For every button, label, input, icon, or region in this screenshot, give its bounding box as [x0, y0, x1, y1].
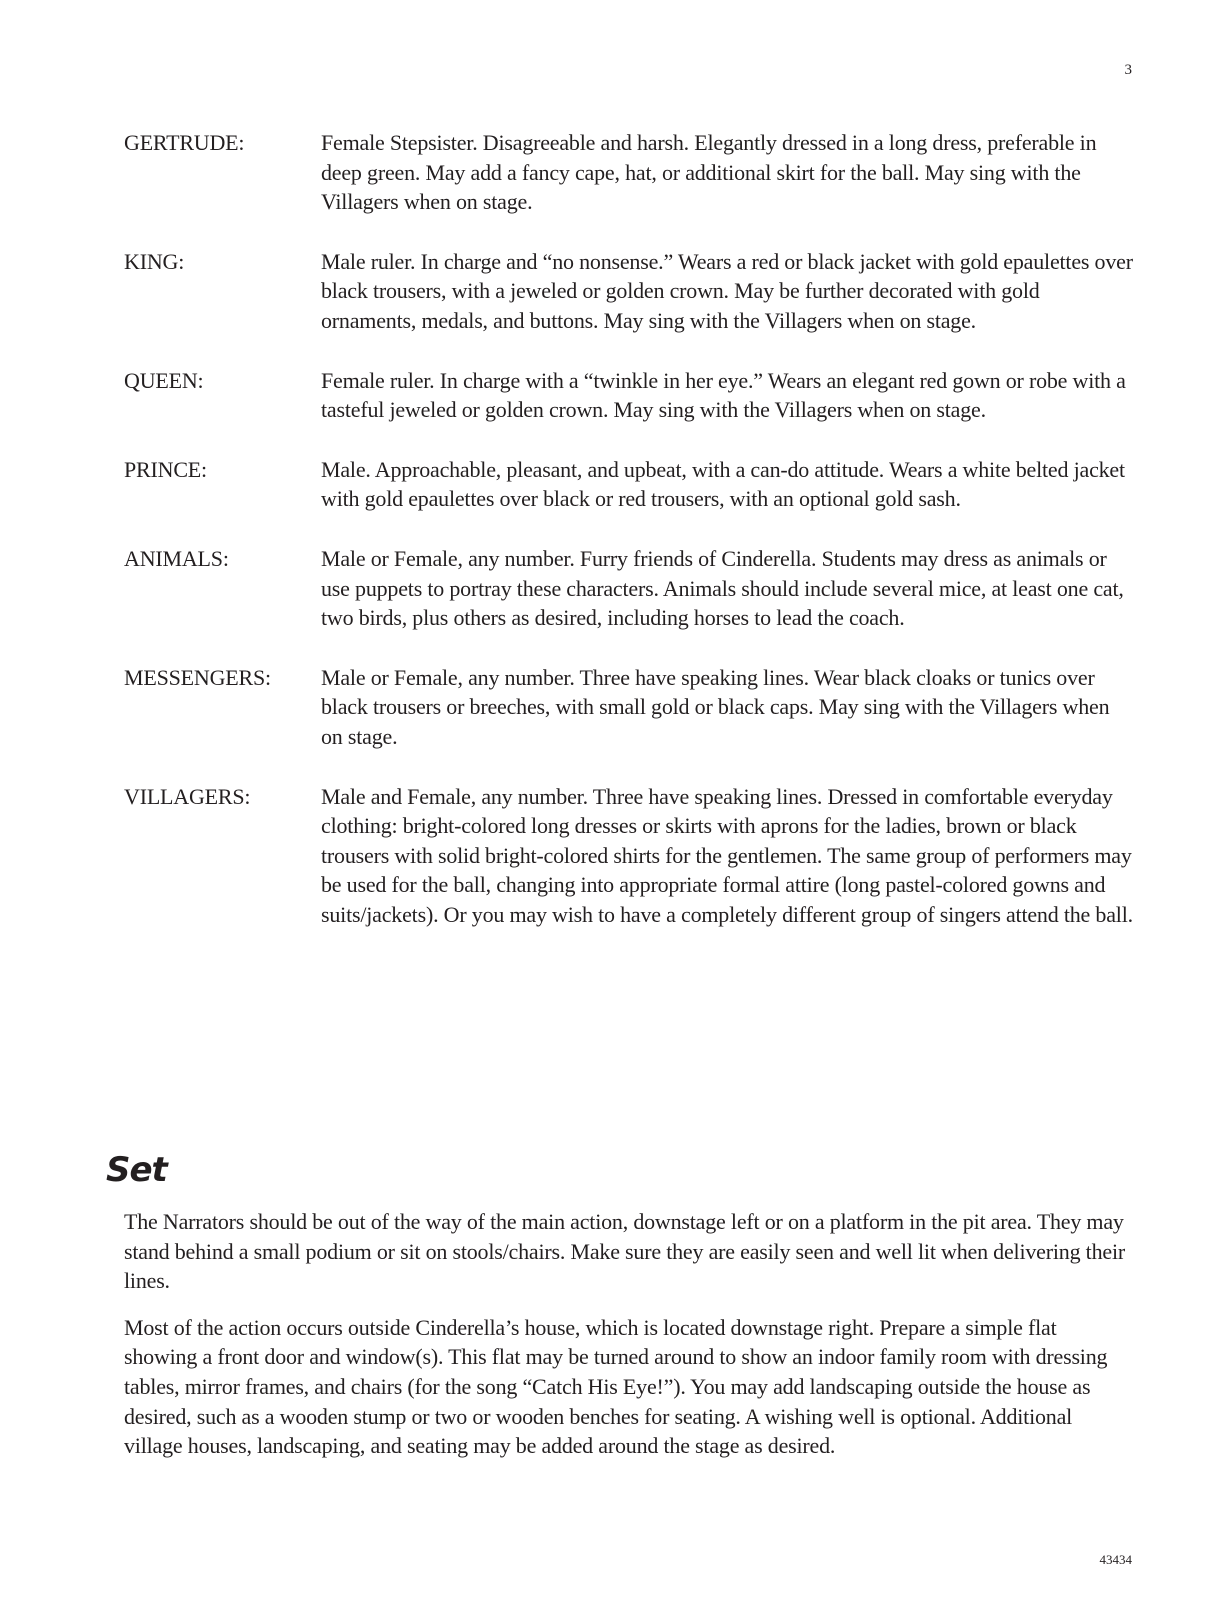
cast-entry-prince [124, 455, 1134, 514]
cast-entry-messengers [124, 663, 1134, 752]
set-paragraph: Most of the action occurs outside Cinderella’s house, which is located downstage right. Prepare a simple flat showing a front door and window(s). This flat may be turned around to show an indoor family room with dressing tables, mirror frames, and chairs (for the song “Catch His Eye!”). You may add landscaping outside the house as desired, such as a wooden stump or two or wooden benches for seating. A wishing well is optional. Additional village houses, landscaping, and seating may be added around the stage as desired. [124, 1314, 1108, 1459]
cast-list [124, 128, 1134, 959]
cast-name: PRINCE: [124, 456, 207, 482]
set-heading: Set [106, 1150, 167, 1190]
cast-entry-gertrude [124, 128, 1134, 217]
catalog-number: 43434 [1099, 1552, 1132, 1567]
cast-description: Female Stepsister. Disagreeable and harsh. Elegantly dressed in a long dress, preferable in deep green. May add a fancy cape, hat, or additional skirt for the ball. May sing with the Villagers when on stage. [321, 130, 1097, 215]
cast-name: KING: [124, 248, 185, 274]
cast-description: Male or Female, any number. Three have speaking lines. Wear black cloaks or tunics over black trousers or breeches, with small gold or black caps. May sing with the Villagers when on stage. [321, 664, 1110, 749]
cast-description: Female ruler. In charge with a “twinkle in her eye.” Wears an elegant red gown or robe with a tasteful jeweled or golden crown. May sing with the Villagers when on stage. [321, 367, 1126, 423]
set-body [124, 1207, 1134, 1478]
cast-description: Male ruler. In charge and “no nonsense.” Wears a red or black jacket with gold epaulettes over black trousers, with a jeweled or golden crown. May be further decorated with gold ornaments, medals, and buttons. May sing with the Villagers when on stage. [321, 248, 1133, 333]
cast-description: Male or Female, any number. Furry friends of Cinderella. Students may dress as animals or use puppets to portray these characters. Animals should include several mice, at least one cat, two birds, plus others as desired, including horses to lead the coach. [321, 545, 1124, 631]
cast-entry-animals [124, 544, 1134, 633]
cast-description: Male and Female, any number. Three have speaking lines. Dressed in comfortable everyday clothing: bright-colored long dresses or skirts with aprons for the ladies, brown or black trousers with solid bright-colored shirts for the gentlemen. The same group of performers may be used for the ball, changing into appropriate formal attire (long pastel-colored gowns and suits/jackets). Or you may wish to have a completely different group of singers attend the ball. [321, 783, 1133, 927]
cast-name: GERTRUDE: [124, 130, 245, 155]
cast-entry-queen [124, 366, 1134, 425]
cast-description: Male. Approachable, pleasant, and upbeat, with a can-do attitude. Wears a white belted jacket with gold epaulettes over black or red trousers, with an optional gold sash. [321, 456, 1125, 512]
cast-entry-villagers [124, 782, 1134, 930]
cast-entry-king [124, 247, 1134, 336]
cast-name: VILLAGERS: [124, 783, 251, 809]
cast-name: ANIMALS: [124, 545, 229, 571]
cast-name: QUEEN: [124, 367, 204, 393]
cast-name: MESSENGERS: [124, 664, 271, 690]
page-number: 3 [1124, 62, 1132, 78]
set-paragraph: The Narrators should be out of the way of the main action, downstage left or on a platform in the pit area. They may stand behind a small podium or sit on stools/chairs. Make sure they are easily seen and well lit when delivering their lines. [124, 1209, 1125, 1294]
